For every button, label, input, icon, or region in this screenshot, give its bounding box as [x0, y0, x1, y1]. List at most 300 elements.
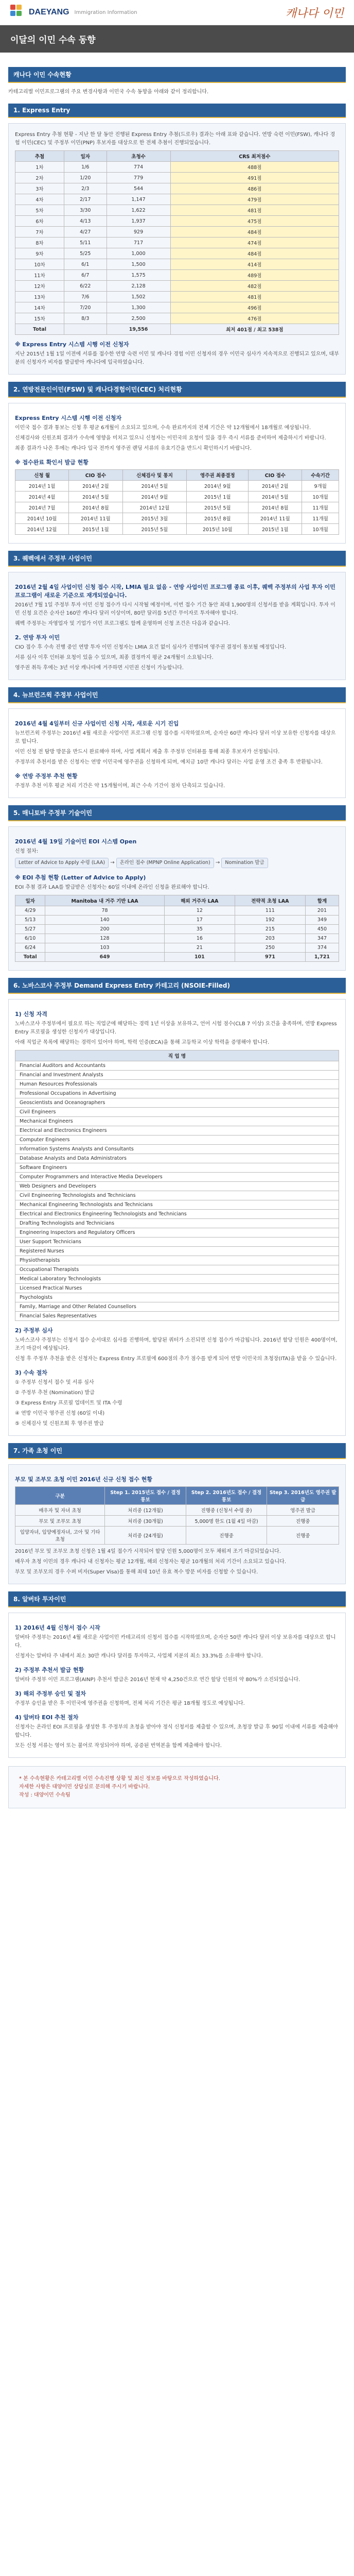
table-cell: 479점	[170, 194, 339, 205]
table-cell: 201	[305, 906, 339, 916]
list-item: ③ Express Entry 프로필 업데이트 및 ITA 수령	[15, 1400, 122, 1406]
table-cell: 5/11	[64, 238, 107, 248]
table-cell: 12	[164, 906, 235, 916]
closing-note-line: 작성 : 대양이민 수속팀	[19, 1792, 70, 1798]
table-header-row	[15, 1487, 339, 1505]
table-cell: 진행중	[267, 1516, 339, 1527]
table-cell: 6/10	[15, 934, 45, 943]
table-cell: 491점	[170, 173, 339, 183]
table-row	[15, 1136, 339, 1145]
table-body	[15, 906, 339, 962]
table-cell: 200	[45, 925, 165, 934]
occupation-cell: Professional Occupations in Advertising	[15, 1089, 339, 1098]
table-header-cell: 일자	[64, 151, 107, 162]
section-8-box	[8, 1613, 346, 1758]
table-cell: 6/7	[64, 270, 107, 281]
table-cell: 10차	[15, 259, 64, 270]
table-cell: 929	[107, 227, 170, 238]
occupation-body	[15, 1061, 339, 1321]
table-cell: 9차	[15, 248, 64, 259]
table-cell: 475점	[170, 216, 339, 227]
table-header-cell: Step 1. 2015년도 접수 / 결정 통보	[105, 1487, 186, 1505]
section-6-box	[8, 999, 346, 1436]
table-cell: 2014년 5월	[249, 492, 302, 502]
table-cell: 5/13	[15, 916, 45, 925]
section-8-sub-heading-3: 3) 해외 주정부 승인 및 절차	[15, 1690, 86, 1697]
section-8-para-1: 알버타 주정부는 2016년 4월 새로운 사업이민 카테고리의 신청서 접수를 시작하였으며, 순자산 50만 캐나다 달러 이상 보유자를 대상으로 합니다.	[15, 1635, 336, 1649]
table-total-row	[15, 324, 339, 335]
list-item: ④ 연방 이민국 영주권 신청 (60일 이내)	[15, 1411, 105, 1416]
table-cell: 2014년 4월	[15, 492, 69, 502]
table-cell: 1/20	[64, 173, 107, 183]
table-row	[15, 1527, 339, 1545]
section-7-box	[8, 1464, 346, 1584]
table-row	[15, 281, 339, 292]
table-row	[15, 183, 339, 194]
occupation-cell: Occupational Therapists	[15, 1265, 339, 1275]
table-cell: 영주권 발급	[267, 1505, 339, 1516]
table-row	[15, 492, 339, 502]
section-3-box	[8, 572, 346, 680]
table-cell: 1,937	[107, 216, 170, 227]
table-cell: 2015년 3월	[122, 513, 187, 524]
table-row	[15, 1173, 339, 1182]
occupation-cell: Licensed Practical Nurses	[15, 1284, 339, 1293]
canada-intro: 카테고리별 이민프로그램의 주요 변경사항과 이민국 수속 동향을 아래와 같이 정리합니다.	[8, 89, 209, 95]
table-cell: 17	[164, 916, 235, 925]
table-cell: 2015년 10월	[187, 524, 249, 535]
section-8-sub-heading-1: 1) 2016년 4월 신청서 접수 시작	[15, 1624, 100, 1631]
table-cell: 최저 401점 / 최고 538점	[170, 324, 339, 335]
table-cell: 진행중 (신청서 수령 중)	[186, 1505, 267, 1516]
section-7-para-3: 배우자 초청 이민의 경우 캐나다 내 신청자는 평균 12개월, 해외 신청자는 평균 10개월의 처리 기간이 소요되고 있습니다.	[15, 1559, 287, 1565]
section-7-title: 7. 가족 초청 이민	[8, 1443, 346, 1459]
section-4-para-3: 이민 신청 전 탐방 방문을 반드시 완료해야 하며, 사업 계획서 제출 후 주정부 인터뷰를 통해 최종 후보자가 선정됩니다.	[15, 749, 280, 755]
table-cell: 250	[235, 943, 305, 953]
section-6-sub-heading-3: 3) 수속 절차	[15, 1369, 47, 1376]
table-row	[15, 302, 339, 313]
table-row	[15, 313, 339, 324]
table-cell: 128	[45, 934, 165, 943]
table-cell: 5차	[15, 205, 64, 216]
occupation-cell: Web Designers and Developers	[15, 1182, 339, 1191]
table-cell: 1,500	[107, 259, 170, 270]
table-total-row	[15, 953, 339, 962]
section-5-para-3: EOI 추첨 결과 LAA를 발급받은 신청자는 60일 이내에 온라인 신청을 완료해야 합니다.	[15, 885, 209, 890]
table-row	[15, 270, 339, 281]
table-body	[15, 162, 339, 335]
occupation-cell: Software Engineers	[15, 1163, 339, 1173]
table-cell: 2014년 2월	[249, 481, 302, 492]
section-3-para-1: 2016년 2월 4일 사업이민 신청 접수 시작, LMIA 필요 없음 - 연방 사업이민 프로그램 종료 이후, 퀘벡 주정부의 사업 투자 이민 프로그램이 새로운 기준으로 재개되었습니다.	[15, 584, 335, 599]
table-cell: 배우자 및 자녀 초청	[15, 1505, 105, 1516]
table-cell: 374	[305, 943, 339, 953]
section-6-para-3: 노바스코샤 주정부는 신청서 접수 순서대로 심사를 진행하며, 할당된 쿼터가 소진되면 신청 접수가 마감됩니다. 2016년 할당 인원은 400명이며, 조기 마감이 예상됩니다.	[15, 1337, 338, 1351]
table-row	[15, 194, 339, 205]
table-cell: 484점	[170, 227, 339, 238]
table-cell: 2015년 8월	[187, 513, 249, 524]
table-cell: 2015년 5월	[187, 502, 249, 513]
table-cell: 111	[235, 906, 305, 916]
section-8-title: 8. 알버타 투자이민	[8, 1591, 346, 1607]
table-cell: 19,556	[107, 324, 170, 335]
section-4-para-2: 뉴브런즈윅 주정부는 2016년 4월 새로운 사업이민 프로그램 신청 접수를 시작하였으며, 순자산 60만 캐나다 달러 이상 보유한 신청자를 대상으로 합니다.	[15, 731, 336, 744]
table-cell: 2014년 1월	[15, 481, 69, 492]
table-cell: 544	[107, 183, 170, 194]
table-row	[15, 216, 339, 227]
table-header-cell: CRS 최저점수	[170, 151, 339, 162]
occupation-cell: Financial Auditors and Accountants	[15, 1061, 339, 1071]
table-cell: 입양자녀, 입양예정자녀, 고아 및 기타 초청	[15, 1527, 105, 1545]
table-cell: 2014년 10월	[15, 513, 69, 524]
section-2-box	[8, 403, 346, 544]
occupation-cell: Database Analysts and Data Administrators	[15, 1154, 339, 1163]
table-row	[15, 925, 339, 934]
table-body	[15, 1505, 339, 1545]
table-cell: 482점	[170, 281, 339, 292]
section-5-para-2: 신청 절차:	[15, 849, 39, 854]
table-row	[15, 1247, 339, 1256]
table-row	[15, 1163, 339, 1173]
table-header-cell: 추첨	[15, 151, 64, 162]
table-cell: 474점	[170, 238, 339, 248]
site-header	[0, 0, 354, 25]
table-header-cell: 해외 거주자 LAA	[164, 895, 235, 906]
process-step-pill: Letter of Advice to Apply 수령 (LAA)	[15, 858, 109, 868]
closing-note-line: 자세한 사항은 대양이민 상담실로 문의해 주시기 바랍니다.	[19, 1784, 150, 1790]
table-row	[15, 1098, 339, 1108]
table-cell: 13차	[15, 292, 64, 302]
header-art-text: 캐나다 이민	[285, 7, 344, 20]
table-cell: Total	[15, 953, 45, 962]
page-title: 이달의 이민 수속 동향	[0, 25, 354, 53]
table-cell: 12차	[15, 281, 64, 292]
occupation-cell: Electrical and Electronics Engineers	[15, 1126, 339, 1136]
table-cell: 11차	[15, 270, 64, 281]
table-cell: 2014년 8월	[69, 502, 122, 513]
occupation-cell: User Support Technicians	[15, 1238, 339, 1247]
table-cell: 2014년 11월	[69, 513, 122, 524]
table-row	[15, 1210, 339, 1219]
occupation-cell: Computer Engineers	[15, 1136, 339, 1145]
section-8-sub-heading-2: 2) 주정부 추천서 발급 현황	[15, 1667, 84, 1673]
occupation-cell: Human Resources Professionals	[15, 1080, 339, 1089]
table-row	[15, 1505, 339, 1516]
table-row	[15, 227, 339, 238]
table-cell: 140	[45, 916, 165, 925]
table-cell: 488점	[170, 162, 339, 173]
table-cell: 2015년 1월	[187, 492, 249, 502]
table-cell: 진행중	[186, 1527, 267, 1545]
section-6-para-2: 아래 직업군 목록에 해당하는 경력이 있어야 하며, 학력 인증(ECA)을 통해 고등학교 이상 학력을 증명해야 합니다.	[15, 1040, 270, 1045]
occupation-table	[15, 1050, 339, 1321]
table-row	[15, 1080, 339, 1089]
table-row	[15, 1312, 339, 1321]
section-3-sub-heading: 2. 연방 투자 이민	[15, 634, 60, 641]
table-row	[15, 481, 339, 492]
table-header-cell: 전략적 초청 LAA	[235, 895, 305, 906]
list-item: ① 주정부 신청서 접수 및 서류 심사	[15, 1380, 94, 1385]
table-cell: 6/1	[64, 259, 107, 270]
table-cell: 489점	[170, 270, 339, 281]
table-header-cell: 일자	[15, 895, 45, 906]
section-3-para-3: 퀘벡 주정부는 자영업자 및 기업가 이민 프로그램도 함께 운영하며 신청 조건은 다음과 같습니다.	[15, 621, 231, 626]
logo-mark-icon	[10, 5, 26, 20]
table-cell: 971	[235, 953, 305, 962]
table-row	[15, 1219, 339, 1228]
section-4-para-1: 2016년 4월 4일부터 신규 사업이민 신청 시작, 새로운 시기 진입	[15, 720, 179, 727]
section-6-title: 6. 노바스코샤 주정부 Demand Express Entry 카테고리 (NSOIE-Filled)	[8, 978, 346, 994]
section-6-para-1: 노바스코샤 주정부에서 필요로 하는 직업군에 해당하는 경력 1년 이상을 보유하고, 언어 시험 점수(CLB 7 이상) 요건을 충족하며, 연방 Express Entry 프로필을 생성한 신청자가 대상입니다.	[15, 1021, 337, 1035]
table-header-cell: 영주권 최종결정	[187, 470, 249, 481]
table-row	[15, 162, 339, 173]
table-cell: 진행중	[267, 1527, 339, 1545]
table-cell: 3/30	[64, 205, 107, 216]
table-cell: 35	[164, 925, 235, 934]
table-row	[15, 1200, 339, 1210]
table-row	[15, 1284, 339, 1293]
occupation-cell: Electrical and Electronics Engineering Technologists and Technicians	[15, 1210, 339, 1219]
section-4-sub-heading: ※ 연방 주정부 추천 현황	[15, 773, 78, 779]
table-cell: 481점	[170, 292, 339, 302]
table-cell: 2014년 11월	[249, 513, 302, 524]
section-4-box	[8, 708, 346, 798]
table-row	[15, 524, 339, 535]
section-3-title: 3. 퀘벡에서 주정부 사업이민	[8, 551, 346, 567]
express-entry-table	[15, 150, 339, 335]
table-cell: 649	[45, 953, 165, 962]
table-cell: 4차	[15, 194, 64, 205]
list-item: ② 주정부 추천 (Nomination) 발급	[15, 1390, 95, 1396]
table-row	[15, 1154, 339, 1163]
table-cell: 처리중 (12개월)	[105, 1505, 186, 1516]
occupation-cell: Geoscientists and Oceanographers	[15, 1098, 339, 1108]
section-2-sub-heading: ※ 접수완료 확인서 발급 현황	[15, 459, 88, 466]
table-body	[15, 481, 339, 535]
table-row	[15, 1182, 339, 1191]
table-cell: 2014년 9월	[122, 492, 187, 502]
section-8-para-2: 신청자는 알버타 주 내에서 최소 30만 캐나다 달러를 투자하고, 사업체 지분의 최소 33.3%를 소유해야 합니다.	[15, 1653, 263, 1659]
table-cell: 78	[45, 906, 165, 916]
table-cell: 1,721	[305, 953, 339, 962]
section-1-note-title: ※ Express Entry 시스템 시행 이전 신청자	[15, 341, 129, 348]
table-cell: 6차	[15, 216, 64, 227]
table-cell: 10개월	[302, 492, 339, 502]
occupation-cell: Physiotherapists	[15, 1256, 339, 1265]
table-cell: 8차	[15, 238, 64, 248]
section-7-para-1: 부모 및 조부모 초청 이민 2016년 신규 신청 접수 현황	[15, 1476, 152, 1483]
table-cell: 1,575	[107, 270, 170, 281]
process-step-pill: Nomination 발급	[221, 858, 268, 868]
table-cell: 203	[235, 934, 305, 943]
table-cell: 1,147	[107, 194, 170, 205]
section-3-para-2: 2016년 7월 1일 주정부 투자 이민 신청 접수가 다시 시작될 예정이며, 이번 접수 기간 동안 최대 1,900명의 신청서를 받을 계획입니다. 투자 이민 신청 요건은 순자산 160만 캐나다 달러 이상이며, 80만 달러를 5년간 무이자로 투자해야 합니다.	[15, 602, 335, 616]
table-cell: 처리중 (30개월)	[105, 1516, 186, 1527]
table-cell: 7차	[15, 227, 64, 238]
eoi-draw-table	[15, 895, 339, 962]
list-item: ⑤ 신체검사 및 신원조회 후 영주권 발급	[15, 1421, 104, 1427]
table-row	[15, 934, 339, 943]
table-row	[15, 943, 339, 953]
table-cell	[64, 324, 107, 335]
section-1-note: 지난 2015년 1월 1일 이전에 서류를 접수한 연방 숙련 이민 및 캐나다 경험 이민 신청자의 경우 이민국 심사가 지속적으로 진행되고 있으며, 대부분의 신청자가 비자를 발급받아 캐나다에 입국하였습니다.	[15, 351, 339, 365]
section-1-box	[8, 123, 346, 375]
occupation-cell: Registered Nurses	[15, 1247, 339, 1256]
section-1-title: 1. Express Entry	[8, 104, 346, 118]
occupation-cell: Psychologists	[15, 1293, 339, 1302]
occupation-cell: Mechanical Engineering Technologists and Technicians	[15, 1200, 339, 1210]
section-5-para-1: 2016년 4월 19일 기술이민 EOI 시스템 Open	[15, 838, 137, 845]
section-8-sub-heading-4: 4) 알버타 EOI 추천 절차	[15, 1714, 79, 1721]
table-cell: 2,500	[107, 313, 170, 324]
table-row	[15, 1071, 339, 1080]
table-cell: 484점	[170, 248, 339, 259]
section-2-title: 2. 연방전문인이민(FSW) 및 캐나다경험이민(CEC) 처리현황	[8, 382, 346, 398]
table-cell: 779	[107, 173, 170, 183]
table-cell: 2014년 9월	[187, 481, 249, 492]
section-3-para-4: CIO 접수 후 수속 진행 중인 연방 투자 이민 신청자는 LMIA 요건 없이 심사가 진행되며 영주권 결정이 통보될 예정입니다.	[15, 645, 287, 650]
occupation-cell: Family, Marriage and Other Related Counsellors	[15, 1302, 339, 1312]
table-row	[15, 248, 339, 259]
brand-subtitle: Immigration Information	[74, 9, 137, 15]
occupation-cell: Drafting Technologists and Technicians	[15, 1219, 339, 1228]
table-cell: 1,300	[107, 302, 170, 313]
table-row	[15, 1089, 339, 1098]
table-cell: 349	[305, 916, 339, 925]
table-row	[15, 259, 339, 270]
table-row	[15, 1293, 339, 1302]
closing-note	[8, 1766, 346, 1808]
table-header-cell: 수속기간	[302, 470, 339, 481]
table-row	[15, 1256, 339, 1265]
table-cell: 11개월	[302, 502, 339, 513]
table-row	[15, 173, 339, 183]
table-row	[15, 1061, 339, 1071]
table-header-cell: Manitoba 내 거주 기반 LAA	[45, 895, 165, 906]
main-content	[0, 53, 354, 1808]
process-steps: Letter of Advice to Apply 수령 (LAA) → 온라인 접수 (MPNP Online Application) → Nomination 발급	[15, 858, 339, 868]
table-cell: 2014년 12월	[122, 502, 187, 513]
occupation-cell: Information Systems Analysts and Consultants	[15, 1145, 339, 1154]
processing-table	[15, 469, 339, 535]
table-cell: 7/6	[64, 292, 107, 302]
section-8-para-3: 알버타 주정부 이민 프로그램(AINP) 추천서 발급은 2016년 현재 약 4,250건으로 연간 할당 인원의 약 80%가 소진되었습니다.	[15, 1677, 300, 1683]
table-header-cell: 합계	[305, 895, 339, 906]
table-cell: 2차	[15, 173, 64, 183]
table-header-cell: 신청 월	[15, 470, 69, 481]
section-5-box	[8, 826, 346, 971]
table-row	[15, 1265, 339, 1275]
section-2-para-4: 최종 결과가 나온 후에는 캐나다 입국 전까지 영주권 랜딩 서류의 유효기간을 반드시 확인하시기 바랍니다.	[15, 446, 252, 451]
table-cell: 1,502	[107, 292, 170, 302]
table-row	[15, 502, 339, 513]
occupation-cell: Medical Laboratory Technologists	[15, 1275, 339, 1284]
occupation-cell: Financial and Investment Analysts	[15, 1071, 339, 1080]
family-sponsorship-table	[15, 1486, 339, 1545]
section-4-title: 4. 뉴브런즈윅 주정부 사업이민	[8, 687, 346, 703]
table-cell: 450	[305, 925, 339, 934]
brand-name: DAEYANG	[29, 8, 69, 16]
table-header-cell: Step 3. 2016년도 영주권 발급	[267, 1487, 339, 1505]
occupation-cell: Engineering Inspectors and Regulatory Officers	[15, 1228, 339, 1238]
table-row	[15, 205, 339, 216]
table-cell: 101	[164, 953, 235, 962]
table-row	[15, 1108, 339, 1117]
table-cell: 414점	[170, 259, 339, 270]
table-cell: 부모 및 조부모 초청	[15, 1516, 105, 1527]
table-cell: 2014년 2월	[69, 481, 122, 492]
table-row	[15, 1302, 339, 1312]
table-cell: 2015년 5월	[122, 524, 187, 535]
table-cell: 476점	[170, 313, 339, 324]
table-header-cell: 구분	[15, 1487, 105, 1505]
table-cell: 1차	[15, 162, 64, 173]
occupation-cell: Civil Engineers	[15, 1108, 339, 1117]
section-8-para-4: 주정부 승인을 받은 후 이민국에 영주권을 신청하며, 전체 처리 기간은 평균 18개월 정도로 예상됩니다.	[15, 1701, 245, 1706]
table-row	[15, 1145, 339, 1154]
table-cell: 2014년 7월	[15, 502, 69, 513]
table-cell: 10개월	[302, 524, 339, 535]
table-header-cell: CIO 접수	[249, 470, 302, 481]
table-cell: 15차	[15, 313, 64, 324]
table-cell: 16	[164, 934, 235, 943]
table-row	[15, 1117, 339, 1126]
section-8-para-6: 모든 신청 서류는 영어 또는 불어로 작성되어야 하며, 공증된 번역본을 함께 제출해야 합니다.	[15, 1743, 222, 1749]
closing-note-line: * 본 수속현황은 카테고리별 이민 수속진행 상황 및 최신 정보를 바탕으로 작성하였습니다.	[19, 1776, 220, 1782]
table-cell: 4/27	[64, 227, 107, 238]
table-row	[15, 906, 339, 916]
table-cell: 774	[107, 162, 170, 173]
canada-heading: 캐나다 이민 수속현황	[8, 67, 346, 83]
table-cell: 2014년 12월	[15, 524, 69, 535]
table-cell: 496점	[170, 302, 339, 313]
table-cell: 2015년 1월	[69, 524, 122, 535]
occupation-cell: Civil Engineering Technologists and Technicians	[15, 1191, 339, 1200]
table-cell: 2014년 5월	[122, 481, 187, 492]
table-header-cell: Step 2. 2016년도 접수 / 결정 통보	[186, 1487, 267, 1505]
table-cell: 717	[107, 238, 170, 248]
section-7-para-2: 2016년 부모 및 조부모 초청 신청은 1월 4일 접수가 시작되어 할당 인원 5,000명이 모두 채워져 조기 마감되었습니다.	[15, 1549, 281, 1554]
table-cell: 4/13	[64, 216, 107, 227]
table-cell: 2014년 5월	[69, 492, 122, 502]
brand-logo[interactable]	[10, 5, 137, 20]
table-cell: 2015년 1월	[249, 524, 302, 535]
process-step-pill: 온라인 접수 (MPNP Online Application)	[116, 858, 214, 868]
table-cell: 7/20	[64, 302, 107, 313]
section-7-para-4: 부모 및 조부모의 경우 수퍼 비자(Super Visa)를 통해 최대 10년 유효 복수 방문 비자를 신청할 수 있습니다.	[15, 1569, 258, 1575]
table-cell: 2/3	[64, 183, 107, 194]
occupation-cell: Financial Sales Representatives	[15, 1312, 339, 1321]
table-row	[15, 1126, 339, 1136]
section-2-para-1: Express Entry 시스템 시행 이전 신청자	[15, 415, 122, 421]
table-cell: Total	[15, 324, 64, 335]
table-header-row	[15, 470, 339, 481]
table-row	[15, 238, 339, 248]
section-6-para-4: 신청 후 주정부 추천을 받은 신청자는 Express Entry 프로필에 600점의 추가 점수를 받게 되어 연방 이민국의 초청장(ITA)을 받을 수 있습니다.	[15, 1356, 337, 1362]
section-5-title: 5. 매니토바 주정부 기술이민	[8, 805, 346, 821]
table-cell: 103	[45, 943, 165, 953]
table-cell: 2014년 8월	[249, 502, 302, 513]
section-1-para: Express Entry 추첨 현황 - 지난 한 달 동안 진행된 Express Entry 추첨(드로우) 결과는 아래 표와 같습니다. 연방 숙련 이민(FSW), 캐나다 경험 이민(CEC) 및 주정부 이민(PNP) 후보자를 대상으로 한 전체 추첨이 진행되었습니다.	[15, 132, 335, 146]
table-cell: 5/27	[15, 925, 45, 934]
section-3-para-5: 서류 심사 이후 인터뷰 요청이 있을 수 있으며, 최종 결정까지 평균 24개월이 소요됩니다.	[15, 655, 214, 660]
table-cell: 481점	[170, 205, 339, 216]
table-row	[15, 513, 339, 524]
table-cell: 215	[235, 925, 305, 934]
section-2-para-3: 신체검사와 신원조회 결과가 수속에 영향을 미치고 있으니 신청자는 이민국의 요청이 있을 경우 즉시 서류를 준비하여 제출하시기 바랍니다.	[15, 435, 326, 441]
section-4-para-4: 주정부의 추천서를 받은 신청자는 연방 이민국에 영주권을 신청하게 되며, 예치금 10만 캐나다 달러는 사업 운영 조건 충족 후 반환됩니다.	[15, 759, 323, 765]
table-cell: 1/6	[64, 162, 107, 173]
